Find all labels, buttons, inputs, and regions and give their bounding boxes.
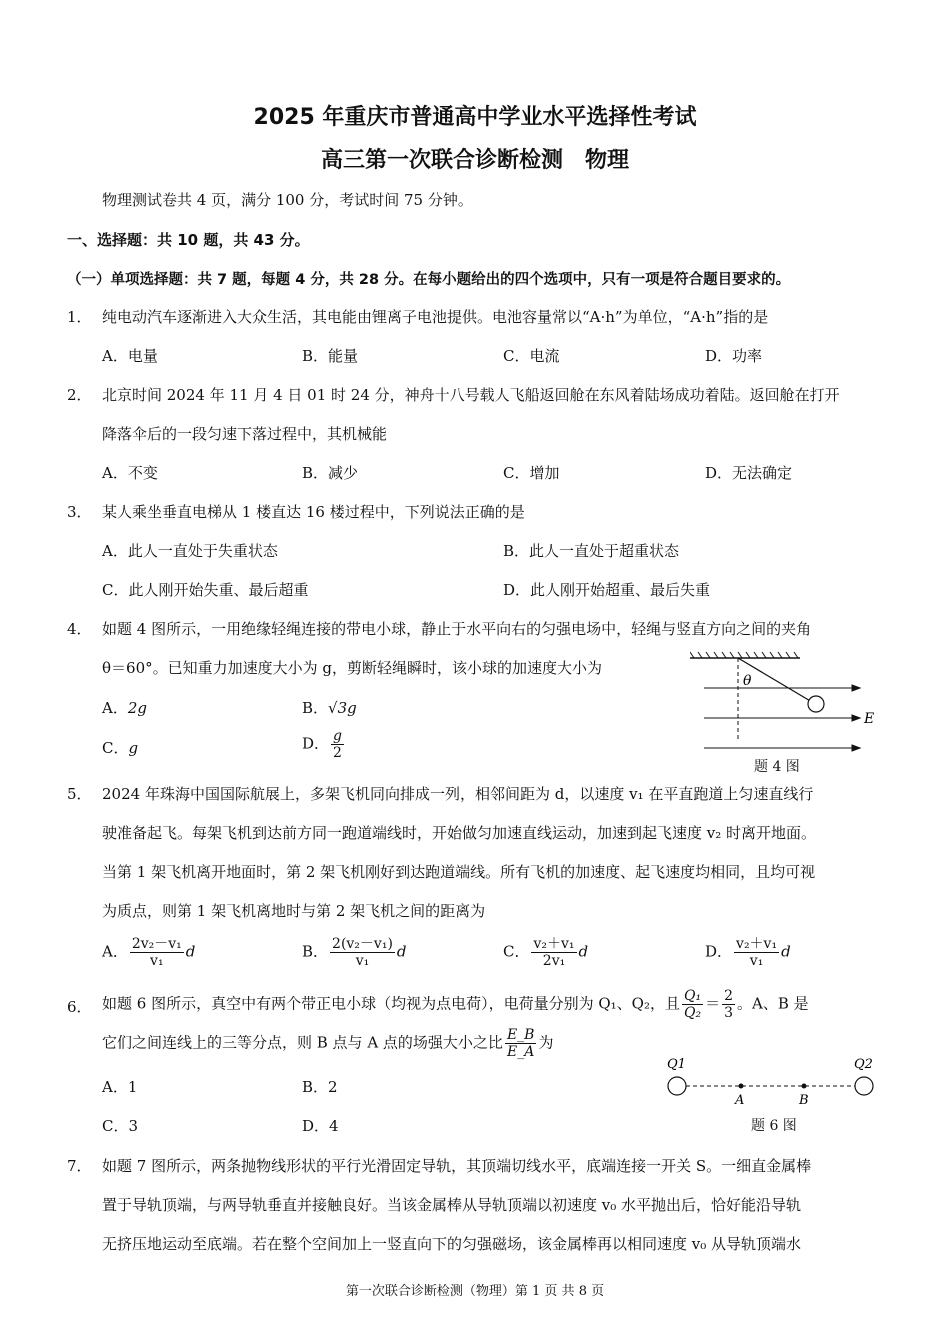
- question-5-text-line2: 驶准备起飞。每架飞机到达前方同一跑道端线时，开始做匀加速直线运动，加速到起飞速度 v₂ 时离开地面。: [102, 824, 817, 842]
- q6-option-c: C．3: [102, 1117, 139, 1135]
- q5-option-d: D． $\frac{\text{v₂＋v₁}}{\text{v₁}}$ d: [705, 936, 791, 969]
- figure-6-diagram: [660, 1052, 885, 1108]
- figure-6-point-a: A: [735, 1093, 745, 1108]
- q3-option-b: B．此人一直处于超重状态: [503, 542, 680, 560]
- exam-intro: 物理测试卷共 4 页，满分 100 分，考试时间 75 分钟。: [102, 191, 473, 209]
- exam-subtitle: 高三第一次联合诊断检测 物理: [320, 148, 629, 173]
- q4-option-c: C．g: [102, 739, 139, 757]
- q6-option-a: A．1: [102, 1078, 138, 1096]
- q3-option-c: C．此人刚开始失重、最后超重: [102, 581, 309, 599]
- figure-6-q2-label: Q2: [854, 1057, 873, 1072]
- question-7-text-line1: 如题 7 图所示，两条抛物线形状的平行光滑固定导轨，其顶端切线水平，底端连接一开关 S。一细直金属棒: [102, 1157, 812, 1175]
- q2-option-b: B．减少: [302, 464, 359, 482]
- q2-option-c: C．增加: [503, 464, 560, 482]
- q2-option-d: D．无法确定: [705, 464, 793, 482]
- q5-option-b: B． $\frac{\text{2(v₂－v₁)}}{\text{v₁}}$ d: [302, 936, 407, 969]
- q1-option-d: D．功率: [705, 347, 763, 365]
- exam-title: 2025 年重庆市普通高中学业水平选择性考试: [253, 105, 697, 130]
- question-4-text-line2: θ＝60°。已知重力加速度大小为 g，剪断轻绳瞬时，该小球的加速度大小为: [102, 659, 602, 677]
- q4-option-a: A．2g: [102, 699, 147, 717]
- question-number-4: 4．: [67, 620, 92, 638]
- question-number-7: 7．: [67, 1157, 92, 1175]
- question-4-text-line1: 如题 4 图所示，一用绝缘轻绳连接的带电小球，静止于水平向右的匀强电场中，轻绳与竖直方向之间的夹角: [102, 620, 812, 638]
- question-number-5: 5．: [67, 785, 92, 803]
- figure-4-caption: 题 4 图: [754, 759, 800, 775]
- question-2-text-line2: 降落伞后的一段匀速下落过程中，其机械能: [102, 425, 388, 443]
- question-number-3: 3．: [67, 503, 92, 521]
- q6-option-d: D．4: [302, 1117, 339, 1135]
- q4-option-b: B．√3g: [302, 699, 357, 717]
- figure-4-field-label: E: [864, 711, 875, 727]
- figure-4-diagram: [690, 650, 880, 755]
- section-heading: 一、选择题：共 10 题，共 43 分。: [67, 231, 310, 249]
- q1-option-c: C．电流: [503, 347, 560, 365]
- question-number-1: 1．: [67, 308, 92, 326]
- q2-option-a: A．不变: [102, 464, 158, 482]
- question-7-text-line3: 无挤压地运动至底端。若在整个空间加上一竖直向下的匀强磁场，该金属棒再以相同速度 v₀ 从导轨顶端水: [102, 1235, 802, 1253]
- q6-option-b: B．2: [302, 1078, 338, 1096]
- q3-option-d: D．此人刚开始超重、最后失重: [503, 581, 711, 599]
- question-7-text-line2: 置于导轨顶端，与两导轨垂直并接触良好。当该金属棒从导轨顶端以初速度 v₀ 水平抛出后，恰好能沿导轨: [102, 1196, 802, 1214]
- question-1-text: 纯电动汽车逐渐进入大众生活，其电能由锂离子电池提供。电池容量常以“A·h”为单位，“A·h”指的是: [102, 308, 769, 326]
- figure-6-point-b: B: [799, 1093, 809, 1108]
- q3-option-a: A．此人一直处于失重状态: [102, 542, 278, 560]
- q5-option-a: A． $\frac{\text{2v₂－v₁}}{\text{v₁}}$ d: [102, 936, 196, 969]
- question-number-2: 2．: [67, 386, 92, 404]
- question-6-text-line1: 如题 6 图所示，真空中有两个带正电小球（均视为点电荷），电荷量分别为 Q₁、Q₂，且 $\frac{\text{Q₁}}{\text{Q₂}}$ ＝ $\frac{2}{3}$ 。A、B 是: [102, 988, 809, 1021]
- q4-option-d: D． $\frac{g}{2}$: [302, 728, 342, 761]
- figure-6-caption: 题 6 图: [751, 1118, 797, 1134]
- question-5-text-line1: 2024 年珠海中国国际航展上，多架飞机同向排成一列，相邻间距为 d，以速度 v₁ 在平直跑道上匀速直线行: [102, 785, 814, 803]
- question-5-text-line4: 为质点，则第 1 架飞机离地时与第 2 架飞机之间的距离为: [102, 902, 486, 920]
- q5-option-c: C． $\frac{\text{v₂＋v₁}}{\text{2v₁}}$ d: [503, 936, 589, 969]
- figure-4-theta: θ: [743, 673, 752, 689]
- q1-option-b: B．能量: [302, 347, 359, 365]
- question-number-6: 6．: [67, 998, 92, 1016]
- figure-6-q1-label: Q1: [667, 1057, 686, 1072]
- q1-option-a: A．电量: [102, 347, 158, 365]
- question-2-text-line1: 北京时间 2024 年 11 月 4 日 01 时 24 分，神舟十八号载人飞船返回舱在东风着陆场成功着陆。返回舱在打开: [102, 386, 840, 404]
- subsection-heading: （一）单项选择题：共 7 题，每题 4 分，共 28 分。在每小题给出的四个选项中，只有一项是符合题目要求的。: [67, 272, 791, 288]
- question-3-text: 某人乘坐垂直电梯从 1 楼直达 16 楼过程中，下列说法正确的是: [102, 503, 525, 521]
- question-6-text-line2: 它们之间连线上的三等分点，则 B 点与 A 点的场强大小之比 $\frac{E\_B}{E\_A}$ 为: [102, 1027, 554, 1060]
- page-footer: 第一次联合诊断检测（物理）第 1 页 共 8 页: [345, 1284, 605, 1299]
- question-5-text-line3: 当第 1 架飞机离开地面时，第 2 架飞机刚好到达跑道端线。所有飞机的加速度、起飞速度均相同，且均可视: [102, 863, 816, 881]
